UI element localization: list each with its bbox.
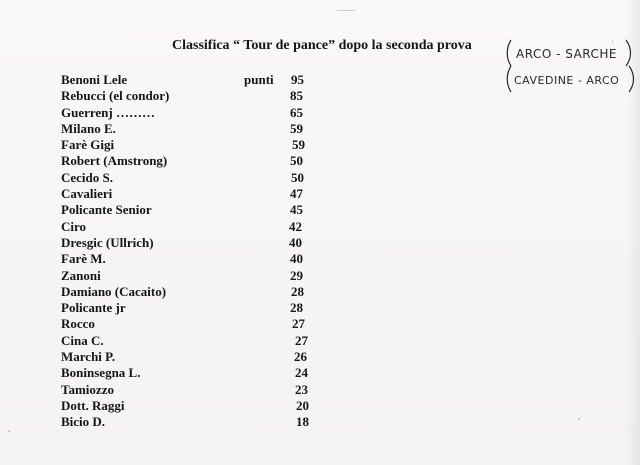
standing-row [0,268,400,284]
standing-row [0,170,400,186]
rider-name: Milano E. [61,120,116,136]
standing-row [0,333,400,349]
rider-name: Robert (Amstrong) [61,153,168,169]
rider-points: 20 [296,397,309,413]
rider-points: 29 [290,267,303,283]
standing-row [0,88,400,104]
standing-row [0,137,400,153]
rider-points: 40 [289,234,302,250]
rider-name: Policante Senior [61,202,152,218]
standings-list [0,72,400,431]
standing-row [0,414,400,430]
standing-row [0,398,400,414]
rider-name: Ciro [61,218,87,234]
rider-points: 59 [292,137,305,153]
rider-points: 23 [295,381,308,397]
standing-row [0,72,400,88]
standing-row [0,219,400,235]
rider-points: 45 [290,202,303,218]
rider-points: 95 [291,72,304,87]
standing-row [0,316,400,332]
rider-name: Cavalieri [61,186,113,202]
close-bracket-mark [629,66,634,92]
rider-name: Cecido S. [61,169,113,185]
points-label: punti [244,72,274,87]
standing-row [0,349,400,365]
rider-points: 47 [290,186,303,202]
open-bracket-mark [507,40,511,66]
rider-name: Marchi P. [61,349,116,365]
standing-row [0,284,400,300]
rider-name: Rebucci (el condor) [61,88,170,104]
standing-row [0,121,400,137]
rider-points: 50 [291,169,304,185]
standing-row [0,365,400,381]
standing-row [0,186,400,202]
rider-points: 40 [290,251,303,267]
rider-name: Guerrenj ……… [61,104,155,120]
standing-row [0,202,400,218]
rider-name: Boninsegna L. [61,365,141,381]
rider-name: Tamiozzo [61,381,114,397]
standing-row [0,382,400,398]
rider-name: Bicio D. [61,414,106,430]
scan-mark [578,418,580,420]
handwritten-route-note [505,36,635,96]
rider-points: 85 [290,88,303,104]
rider-points: 18 [296,414,309,430]
document-title: Classifica “ Tour de pance” dopo la seconda prova [172,38,472,53]
rider-points: 42 [289,218,302,234]
route-note-1: ARCO - SARCHE [516,47,618,61]
standing-row [0,300,400,316]
rider-name: Farè M. [61,251,106,267]
rider-name: Zanoni [61,267,101,283]
rider-points: 28 [291,283,304,299]
rider-points: 26 [294,349,307,365]
rider-name: Dott. Raggi [61,397,125,413]
rider-name: Dresgic (Ullrich) [61,234,154,250]
rider-points: 27 [292,316,305,332]
rider-points: 28 [290,300,303,316]
rider-points: 24 [295,365,308,381]
rider-points: 59 [290,120,303,136]
close-bracket-mark [626,40,631,66]
route-note-2: CAVEDINE - ARCO [514,74,620,87]
rider-name: Farè Gigi [61,137,115,153]
rider-name: Benoni Lele [61,72,128,87]
rider-points: 65 [290,104,303,120]
rider-name: Damiano (Cacaito) [61,283,167,299]
rider-name: Rocco [61,316,95,332]
standing-row [0,235,400,251]
rider-points: 50 [290,153,303,169]
scan-mark [337,10,355,11]
rider-points: 27 [295,332,308,348]
open-bracket-mark [507,66,511,92]
rider-name: Cina C. [61,332,104,348]
standing-row [0,105,400,121]
standing-row [0,153,400,169]
rider-name: Policante jr [61,300,126,316]
standing-row [0,251,400,267]
